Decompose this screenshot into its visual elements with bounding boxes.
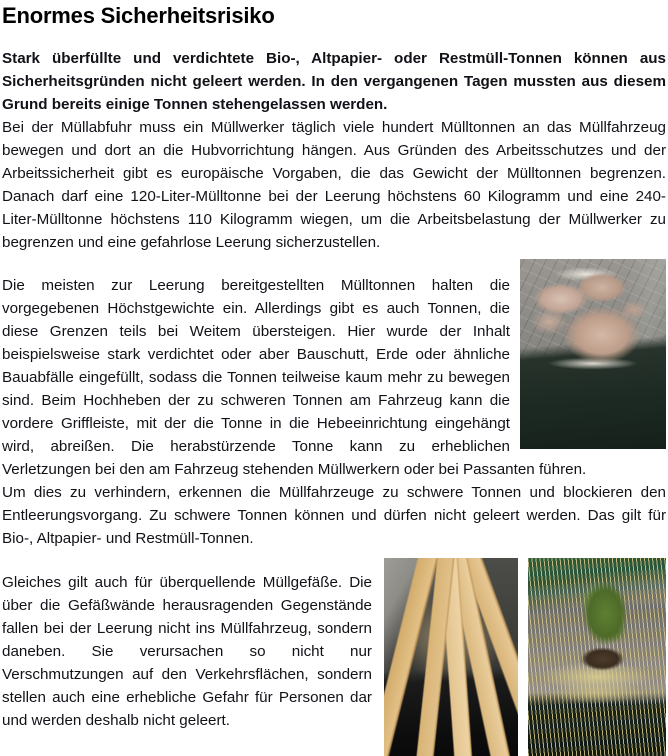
photo-bin-overflowing-with-wood: [384, 558, 518, 756]
photo-overfilled-bin-with-rubble: [520, 259, 666, 449]
photo-biobin-overflowing-with-greenwaste: [528, 558, 666, 756]
paragraph-waste-collection-limits: Bei der Müllabfuhr muss ein Müllwerker täglich viele hundert Mülltonnen an das Müllfahrzeug bewegen und dort an die Hubvorrichtung hängen. Aus Gründen des Arbeitsschutzes und der Arbeitssicherheit gibt es europäische Vorgaben, die das Gewicht der Mülltonnen begrenzen. Danach darf eine 120-Liter-Mülltonne bei der Leerung höchstens 60 Kilogramm und eine 240-Liter-Mülltonne höchstens 110 Kilogramm wiegen, um die Arbeitsbelastung der Müllwerker zu begrenzen und eine gefahrlose Leerung sicherzustellen.: [2, 119, 666, 251]
paragraph-overweight-bins-risk: Die meisten zur Leerung bereitgestellten Mülltonnen halten die vorgegebenen Höchstgewichte ein. Allerdings gibt es auch Tonnen, die diese Grenzen teils bei Weitem übersteigen. Hier wurde der Inhalt beispielsweise stark verdichtet oder aber Bauschutt, Erde oder ähnliche Bauabfälle eingefüllt, sodass die Tonnen teilweise kaum mehr zu bewegen sind. Beim Hochheben der zu schweren Tonnen am Fahrzeug kann die vordere Griffleiste, mit der die Tonne in die Hebeeinrichtung eingehängt wird, abreißen. Die herabstürzende Tonne kann zu erheblichen Verletzungen bei den am Fahrzeug stehenden Müllwerkern oder bei Passanten führen.: [2, 277, 587, 478]
article-page: [0, 3, 668, 729]
page-title: Enormes Sicherheitsrisiko: [2, 3, 275, 28]
paragraph-trucks-block-emptying: Um dies zu verhindern, erkennen die Müllfahrzeuge zu schwere Tonnen und blockieren den Entleerungsvorgang. Zu schwere Tonnen können und dürfen nicht geleert werden. Das gilt für Bio-, Altpapier- und Restmüll-Tonnen.: [2, 484, 666, 547]
lead-paragraph: Stark überfüllte und verdichtete Bio-, Altpapier- oder Restmüll-Tonnen können aus Sicherheitsgründen nicht geleert werden. In den vergangenen Tagen mussten aus diesem Grund bereits einige Tonnen stehengelassen werden.: [2, 50, 666, 113]
paragraph-overflowing-bins: Gleiches gilt auch für überquellende Müllgefäße. Die über die Gefäßwände herausragenden Gegenstände fallen bei der Leerung nicht ins Müllfahrzeug, sondern daneben. Sie verursachen so nicht nur Verschmutzungen auf den Verkehrsflächen, sondern stellen auch eine erhebliche Gefahr für Personen dar und werden deshalb nicht geleert.: [2, 574, 372, 729]
photo-row: [384, 558, 666, 756]
